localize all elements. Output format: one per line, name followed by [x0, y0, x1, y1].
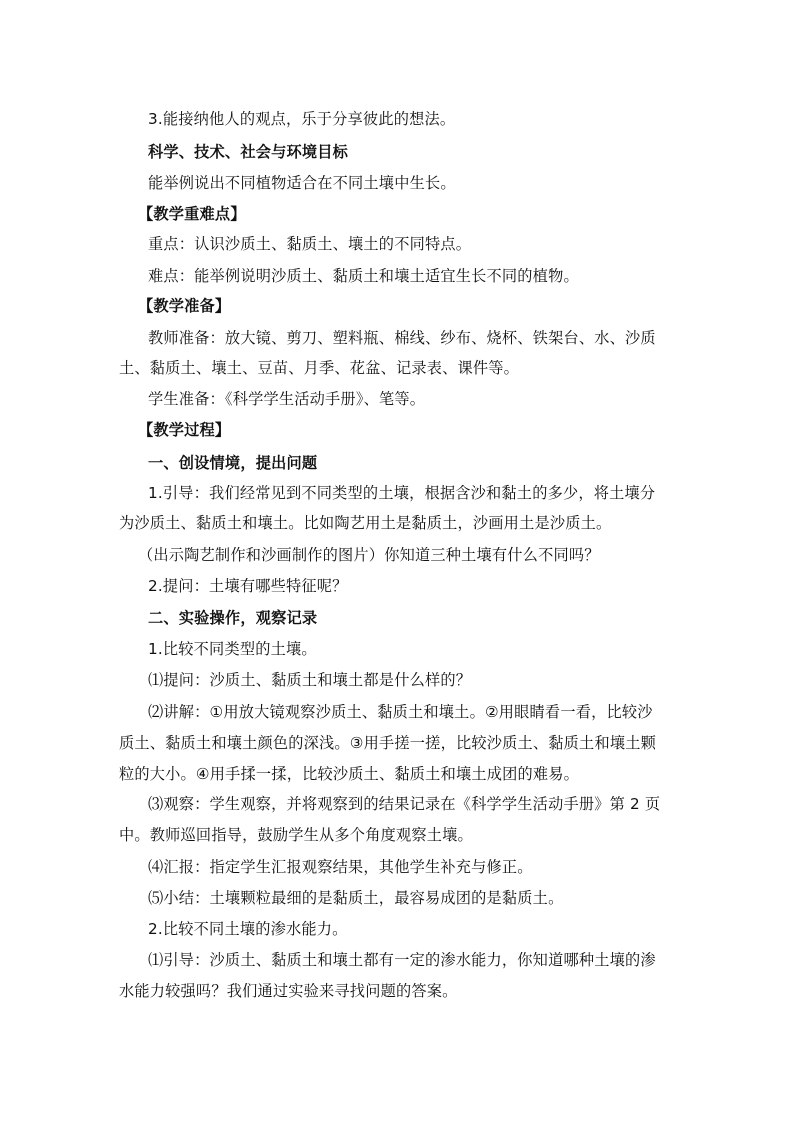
process-paragraph-line: ⑶观察：学生观察，并将观察到的结果记录在《科学学生活动手册》第 2 页	[148, 795, 661, 813]
section-heading-preparation: 【教学准备】	[138, 297, 231, 315]
process-paragraph-line: 质土、黏质土和壤土颜色的深浅。③用手搓一搓，比较沙质土、黏质土和壤土颗	[119, 734, 656, 752]
process-paragraph-line: 粒的大小。④用手揉一揉，比较沙质土、黏质土和壤土成团的难易。	[119, 765, 580, 783]
process-step-2-heading: 二、实验操作，观察记录	[148, 609, 318, 627]
student-prep-text: 学生准备：《科学学生活动手册》、笔等。	[148, 390, 426, 408]
process-paragraph-line: ⑸小结：土壤颗粒最细的是黏质土，最容易成团的是黏质土。	[148, 889, 564, 907]
process-paragraph-line: 水能力较强吗？我们通过实验来寻找问题的答案。	[119, 982, 458, 1000]
objective-line-3: 3.能接纳他人的观点，乐于分享彼此的想法。	[148, 110, 456, 128]
process-step-1-heading: 一、创设情境，提出问题	[148, 454, 318, 472]
key-point-text: 重点：认识沙质土、黏质土、壤土的不同特点。	[148, 235, 472, 253]
process-paragraph-line: 1.比较不同类型的土壤。	[148, 640, 317, 658]
difficulty-text: 难点：能举例说明沙质土、黏质土和壤土适宜生长不同的植物。	[148, 267, 579, 285]
stse-goal-text: 能举例说出不同植物适合在不同土壤中生长。	[148, 174, 456, 192]
section-heading-key-points: 【教学重难点】	[138, 205, 246, 223]
process-paragraph-line: ⑷汇报：指定学生汇报观察结果，其他学生补充与修正。	[148, 858, 533, 876]
teacher-prep-line-1: 教师准备：放大镜、剪刀、塑料瓶、棉线、纱布、烧杯、铁架台、水、沙质	[148, 329, 656, 347]
section-heading-process: 【教学过程】	[138, 421, 231, 439]
teacher-prep-line-2: 土、黏质土、壤土、豆苗、月季、花盆、记录表、课件等。	[119, 359, 520, 377]
process-paragraph-line: 为沙质土、黏质土和壤土。比如陶艺用土是黏质土，沙画用土是沙质土。	[119, 514, 612, 532]
process-paragraph-line: ⑵讲解：①用放大镜观察沙质土、黏质土和壤土。②用眼睛看一看，比较沙	[148, 703, 653, 721]
process-paragraph-line: （出示陶艺制作和沙画制作的图片）你知道三种土壤有什么不同吗？	[138, 546, 600, 564]
process-paragraph-line: 中。教师巡回指导，鼓励学生从多个角度观察土壤。	[119, 826, 473, 844]
process-paragraph-line: ⑴引导：沙质土、黏质土和壤土都有一定的渗水能力，你知道哪种土壤的渗	[148, 951, 656, 969]
process-paragraph-line: 2.提问：土壤有哪些特征呢？	[148, 577, 348, 595]
process-paragraph-line: ⑴提问：沙质土、黏质土和壤土都是什么样的？	[148, 671, 472, 689]
process-paragraph-line: 2.比较不同土壤的渗水能力。	[148, 920, 348, 938]
process-paragraph-line: 1.引导：我们经常见到不同类型的土壤，根据含沙和黏土的多少，将土壤分	[148, 484, 656, 502]
section-heading-stse-goal: 科学、技术、社会与环境目标	[148, 143, 349, 161]
